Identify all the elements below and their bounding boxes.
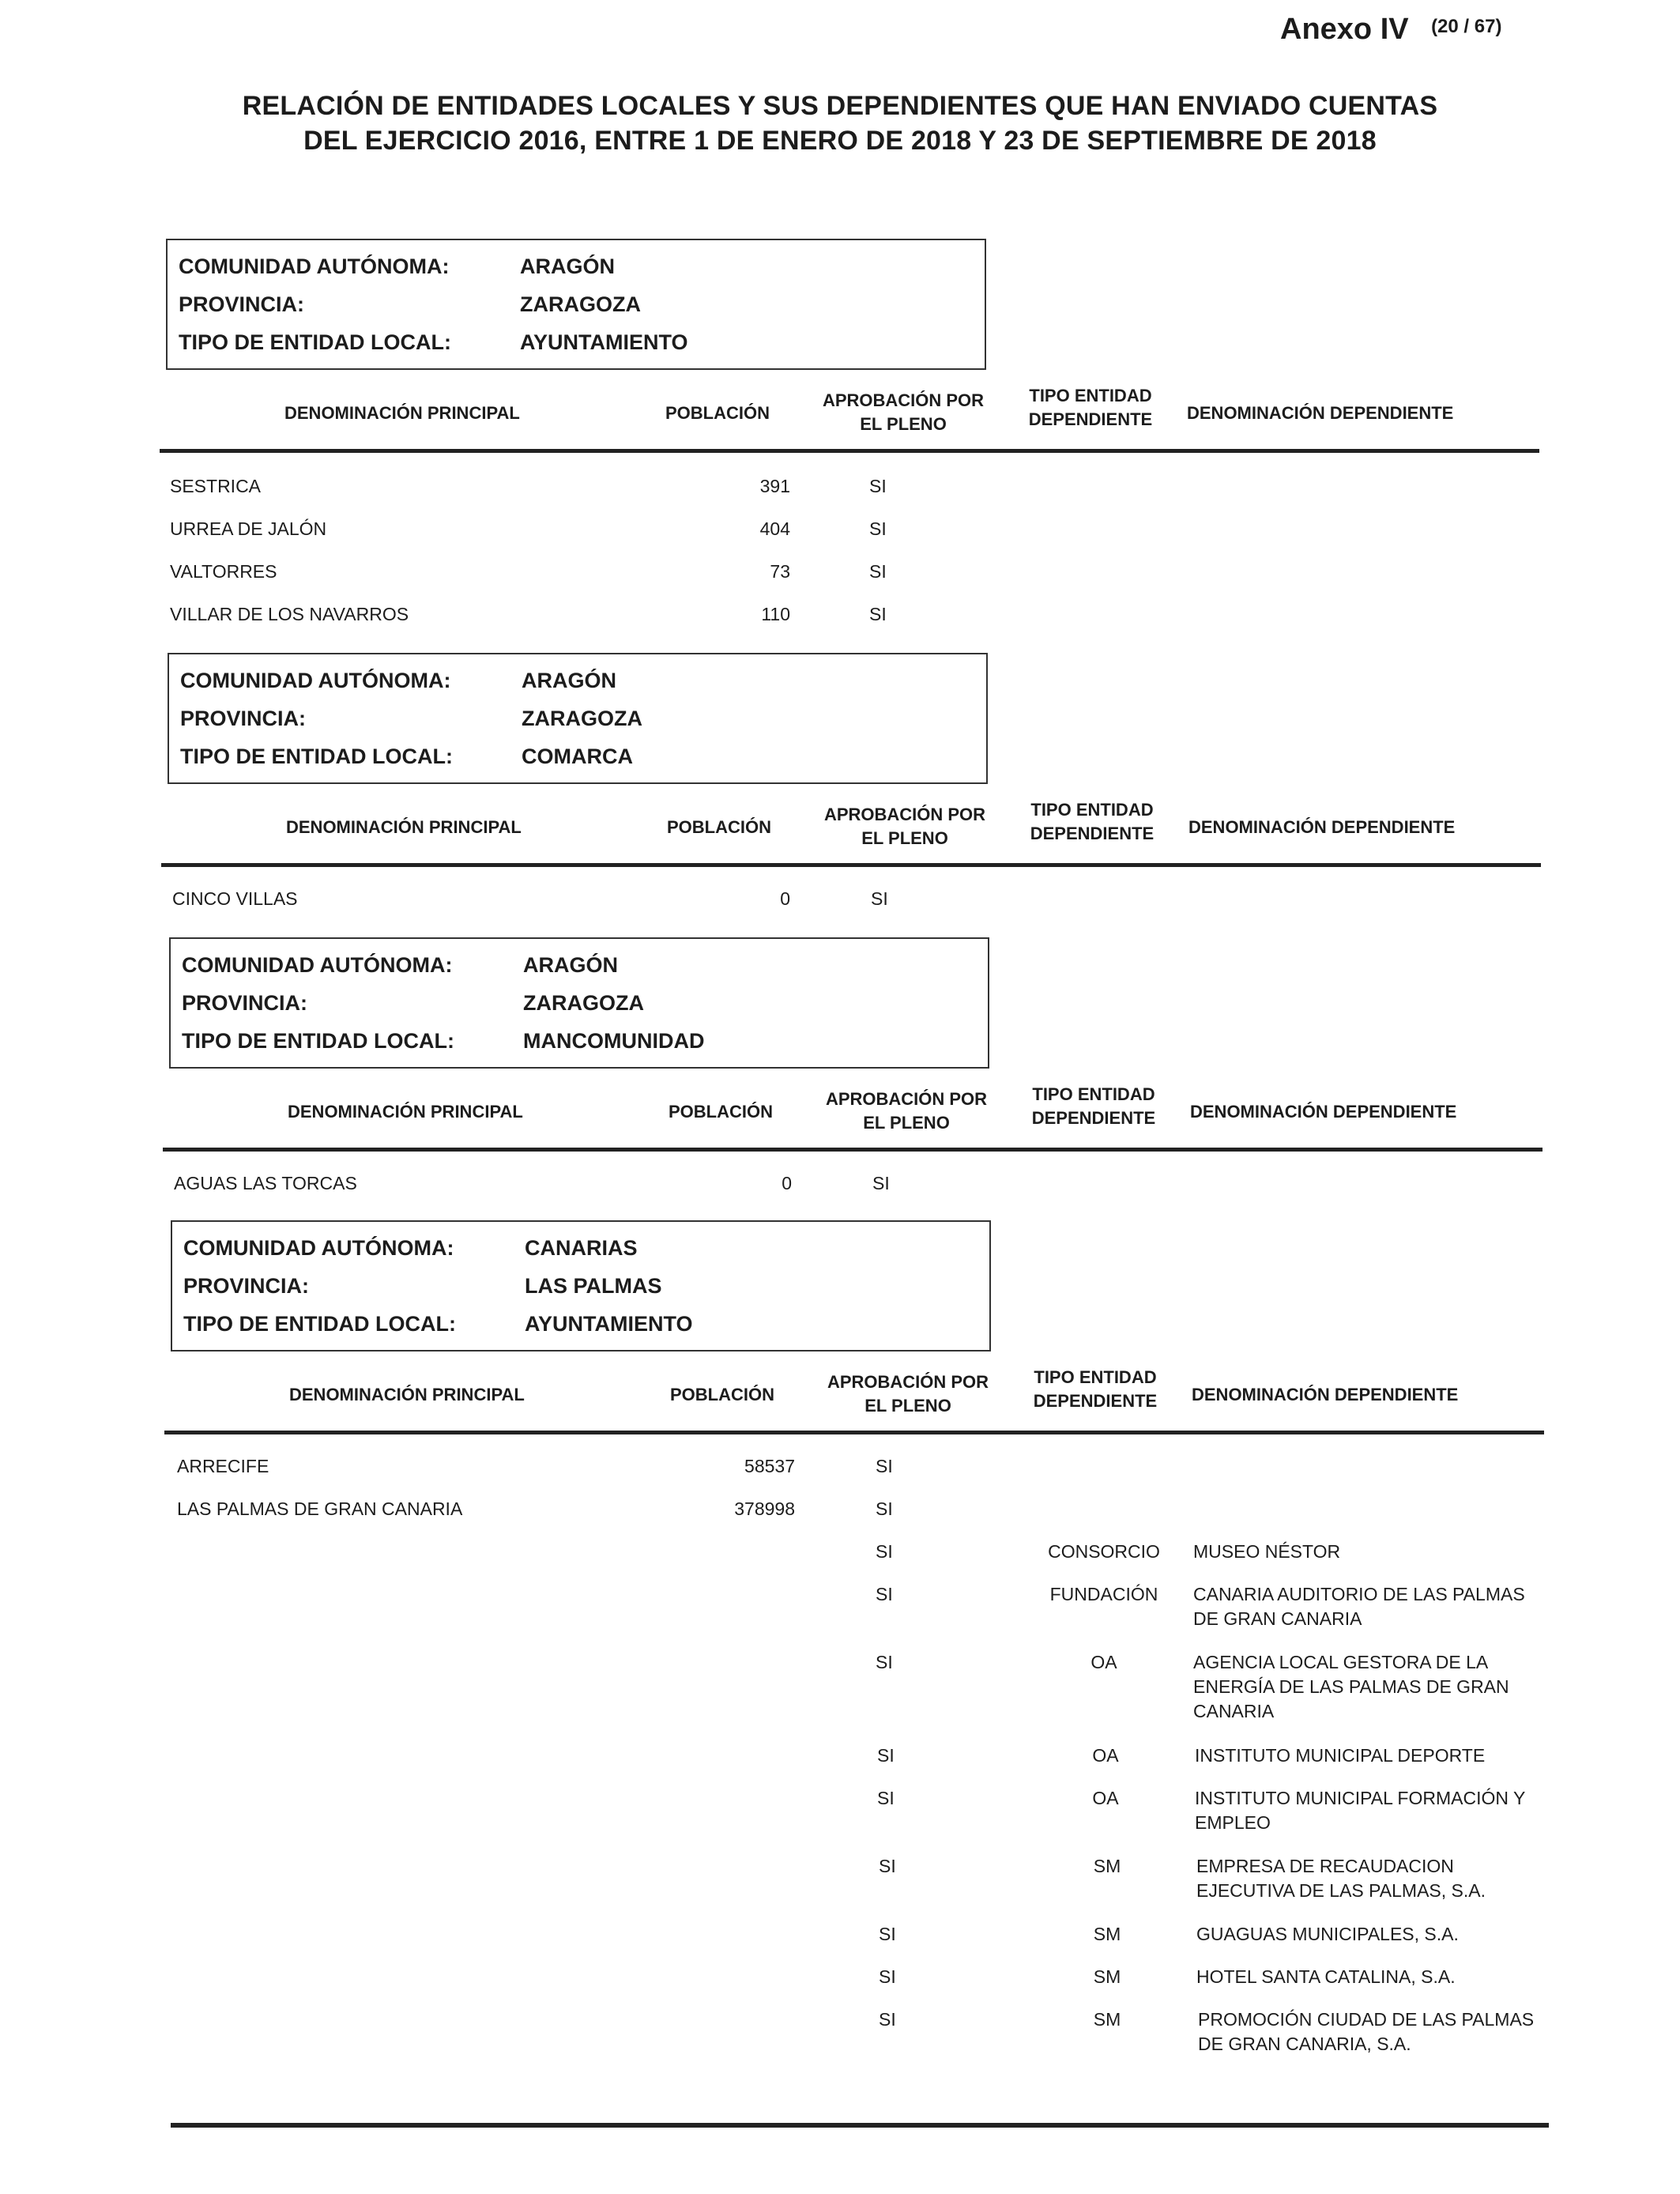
value-provincia: LAS PALMAS [525, 1274, 662, 1298]
info-box [169, 937, 989, 1069]
annex-header [1280, 13, 1501, 47]
col-denominacion: DENOMINACIÓN PRINCIPAL [289, 1385, 525, 1404]
col-aprobacion: APROBACIÓN POR EL PLENO [823, 805, 986, 848]
page-number: (20 / 67) [1431, 16, 1502, 37]
label-tipo: TIPO DE ENTIDAD LOCAL: [180, 745, 453, 768]
footer-rule [171, 2123, 1549, 2128]
col-dependiente: DENOMINACIÓN DEPENDIENTE [1187, 403, 1454, 423]
value-comunidad: CANARIAS [525, 1236, 638, 1260]
info-box [168, 653, 988, 784]
col-tipo: TIPO ENTIDAD DEPENDIENTE [1033, 1367, 1158, 1411]
label-tipo: TIPO DE ENTIDAD LOCAL: [183, 1312, 456, 1336]
value-provincia: ZARAGOZA [520, 292, 641, 316]
label-comunidad: COMUNIDAD AUTÓNOMA: [179, 254, 450, 278]
label-comunidad: COMUNIDAD AUTÓNOMA: [183, 1236, 454, 1260]
info-box [166, 239, 986, 370]
value-comunidad: ARAGÓN [523, 953, 618, 977]
table-header [0, 386, 1680, 444]
table-header [0, 1084, 1680, 1143]
label-tipo: TIPO DE ENTIDAD LOCAL: [182, 1029, 454, 1053]
col-denominacion: DENOMINACIÓN PRINCIPAL [284, 403, 520, 423]
col-poblacion: POBLACIÓN [667, 817, 771, 837]
label-comunidad: COMUNIDAD AUTÓNOMA: [182, 953, 453, 977]
label-provincia: PROVINCIA: [180, 707, 307, 730]
label-provincia: PROVINCIA: [182, 991, 308, 1015]
col-dependiente: DENOMINACIÓN DEPENDIENTE [1192, 1385, 1459, 1404]
col-dependiente: DENOMINACIÓN DEPENDIENTE [1188, 817, 1456, 837]
label-provincia: PROVINCIA: [179, 292, 305, 316]
col-aprobacion: APROBACIÓN POR EL PLENO [822, 390, 985, 434]
value-provincia: ZARAGOZA [523, 991, 644, 1015]
col-tipo: TIPO ENTIDAD DEPENDIENTE [1031, 1084, 1156, 1128]
col-dependiente: DENOMINACIÓN DEPENDIENTE [1190, 1102, 1457, 1122]
value-tipo: MANCOMUNIDAD [523, 1029, 705, 1053]
col-tipo: TIPO ENTIDAD DEPENDIENTE [1028, 386, 1153, 429]
title-line-1: RELACIÓN DE ENTIDADES LOCALES Y SUS DEPENDIENTES QUE HAN ENVIADO CUENTAS [242, 91, 1438, 121]
value-comunidad: ARAGÓN [520, 254, 615, 278]
document-title [0, 89, 1680, 158]
col-poblacion: POBLACIÓN [665, 403, 770, 423]
col-aprobacion: APROBACIÓN POR EL PLENO [825, 1089, 988, 1133]
table-header [0, 800, 1680, 858]
header-rule [161, 863, 1541, 867]
value-comunidad: ARAGÓN [522, 669, 616, 692]
col-denominacion: DENOMINACIÓN PRINCIPAL [286, 817, 522, 837]
info-box [171, 1220, 991, 1351]
table-header [0, 1367, 1680, 1426]
value-tipo: AYUNTAMIENTO [525, 1312, 693, 1336]
annex-label: Anexo IV [1280, 13, 1409, 46]
col-poblacion: POBLACIÓN [669, 1102, 773, 1122]
value-tipo: COMARCA [522, 745, 633, 768]
col-denominacion: DENOMINACIÓN PRINCIPAL [288, 1102, 523, 1122]
label-tipo: TIPO DE ENTIDAD LOCAL: [179, 330, 451, 354]
header-rule [163, 1148, 1543, 1152]
col-aprobacion: APROBACIÓN POR EL PLENO [827, 1372, 989, 1416]
value-tipo: AYUNTAMIENTO [520, 330, 688, 354]
col-poblacion: POBLACIÓN [670, 1385, 774, 1404]
label-comunidad: COMUNIDAD AUTÓNOMA: [180, 669, 451, 692]
value-provincia: ZARAGOZA [522, 707, 642, 730]
title-line-2: DEL EJERCICIO 2016, ENTRE 1 DE ENERO DE 2018 Y 23 DE SEPTIEMBRE DE 2018 [303, 126, 1377, 156]
header-rule [164, 1431, 1544, 1434]
col-tipo: TIPO ENTIDAD DEPENDIENTE [1030, 800, 1155, 843]
label-provincia: PROVINCIA: [183, 1274, 310, 1298]
header-rule [160, 449, 1539, 453]
